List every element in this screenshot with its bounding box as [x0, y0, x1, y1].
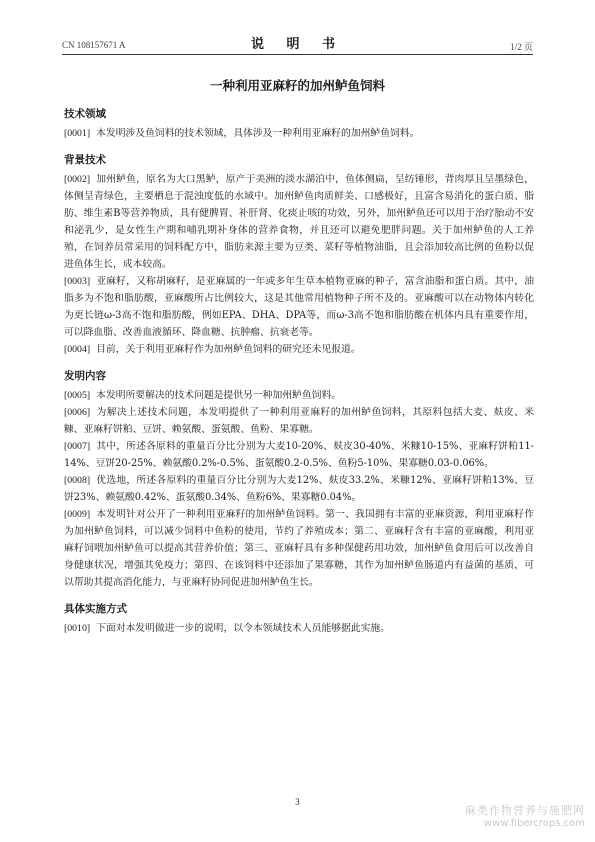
section-heading: 背景技术: [64, 154, 106, 166]
paragraph: [64, 341, 534, 358]
paragraph: [64, 125, 534, 142]
header-rule: [62, 54, 533, 55]
paragraph-number: [0010]: [64, 623, 91, 634]
paragraph-text: 加州鲈鱼，原名为大口黑鲈，原产于美洲的淡水湖泊中，鱼体侧扁，呈纺锤形，背肉厚且呈墨绿色，体侧呈青绿色，主要栖息于混浊度低的水域中。加州鲈鱼肉质鲜美、口感极好，且富含易消化的蛋白质、脂肪、维生素B等营养物质，具有健脾胃、补肝肾、化痰止咳的功效，另外，加州鲈鱼还可以用于治疗胎动不安和泌乳少，是女性生产期和哺乳期补身体的营养食物，并且还可以避免肥胖问题。关于加州鲈鱼的人工养殖，在饲养员常采用的饲料配方中，脂肪来源主要为豆类、菜籽等植物油脂，且会添加较高比例的鱼粉以促进鱼体生长，成本较高。: [64, 174, 534, 270]
section-heading: 具体实施方式: [64, 603, 127, 615]
paragraph: [64, 387, 534, 404]
paragraph-number: [0002]: [64, 174, 91, 185]
paragraph-text: 本发明涉及鱼饲料的技术领域，具体涉及一种利用亚麻籽的加州鲈鱼饲料。: [96, 128, 420, 139]
paragraph-number: [0009]: [64, 509, 91, 520]
section-gap: [64, 591, 534, 601]
paragraph-number: [0005]: [64, 390, 91, 401]
header-page-indicator: 1/2 页: [510, 42, 533, 52]
paragraph: [64, 620, 534, 637]
paragraph-number: [0008]: [64, 475, 91, 486]
header-patent-number: CN 108157671 A: [62, 40, 126, 50]
paragraph: [64, 472, 534, 506]
paragraph: [64, 171, 534, 273]
paragraph-text: 为解决上述技术问题，本发明提供了一种利用亚麻籽的加州鲈鱼饲料，其原料包括大麦、麸皮、米糠、亚麻籽饼粕、豆饼、赖氨酸、蛋氨酸、鱼粉、果寡糖。: [64, 407, 534, 435]
paragraph: [64, 438, 534, 472]
paragraph-number: [0006]: [64, 407, 91, 418]
paragraph: [64, 273, 534, 341]
paragraph-number: [0004]: [64, 344, 91, 355]
paragraph-text: 其中，所述各原料的重量百分比分别为大麦10-20%、麸皮30-40%、米糠10-15%、亚麻籽饼粕11-14%、豆饼20-25%、赖氨酸0.2%-0.5%、蛋氨酸0.2-0.5%、鱼粉5-10%、果寡糖0.03-0.06%。: [64, 441, 534, 469]
page-number: 3: [295, 797, 300, 807]
paragraph-text: 下面对本发明做进一步的说明，以令本领域技术人员能够据此实施。: [96, 623, 391, 634]
paragraph: [64, 404, 534, 438]
watermark-line1: 麻类作物营养与施肥网: [465, 804, 585, 817]
paragraph-number: [0003]: [64, 276, 91, 287]
document-title: 一种利用亚麻籽的加州鲈鱼饲料: [209, 78, 385, 93]
paragraph-text: 本发明针对公开了一种利用亚麻籽的加州鲈鱼饲料。第一、我国拥有丰富的亚麻资源，利用亚麻籽作为加州鲈鱼饲料，可以减少饲料中鱼粉的使用，节约了养殖成本；第二、亚麻籽含有丰富的亚麻酸，利用亚麻籽饲喂加州鲈鱼可以提高其营养价值；第三、亚麻籽具有多种保健药用功效，加州鲈鱼食用后可以改善自身健康状况，增强其免疫力；第四、在该饲料中还添加了果寡糖，其作为加州鲈鱼肠道内有益菌的基质，可以帮助其提高消化能力，与亚麻籽协同促进加州鲈鱼生长。: [64, 509, 534, 588]
paragraph-text: 本发明所要解决的技术问题是提供另一种加州鲈鱼饲料。: [96, 390, 342, 401]
paragraph-number: [0007]: [64, 441, 91, 452]
paragraph-number: [0001]: [64, 128, 91, 139]
header-doc-type: 说 明 书: [250, 37, 345, 52]
watermark-line2: www.fibercrops.com: [483, 818, 585, 829]
paragraph: [64, 506, 534, 591]
watermark: [465, 804, 585, 830]
section-gap: [64, 142, 534, 152]
section-heading: 技术领域: [64, 108, 106, 120]
paragraph-text: 亚麻籽，又称胡麻籽，是亚麻属的一年或多年生草本植物亚麻的种子，富含油脂和蛋白质。其中，油脂多为不饱和脂肪酸，亚麻酸所占比例较大，这是其他常用植物种子所不及的。亚麻酸可以在动物体内转化为更长链ω-3高不饱和脂肪酸，例如EPA、DHA、DPA等，而ω-3高不饱和脂肪酸在机体内具有重要作用，可以降血脂、改善血液循环、降血糖、抗肿瘤、抗衰老等。: [64, 276, 534, 338]
section-gap: [64, 358, 534, 368]
section-heading: 发明内容: [64, 370, 106, 382]
paragraph-text: 目前，关于利用亚麻籽作为加州鲈鱼饲料的研究还未见报道。: [96, 344, 361, 355]
paragraph-text: 优选地，所述各原料的重量百分比分别为大麦12%、麸皮33.2%、米糠12%、亚麻籽饼粕13%、豆饼23%、赖氨酸0.42%、蛋氨酸0.34%、鱼粉6%、果寡糖0.04%。: [64, 475, 534, 503]
document-body: [64, 106, 534, 637]
